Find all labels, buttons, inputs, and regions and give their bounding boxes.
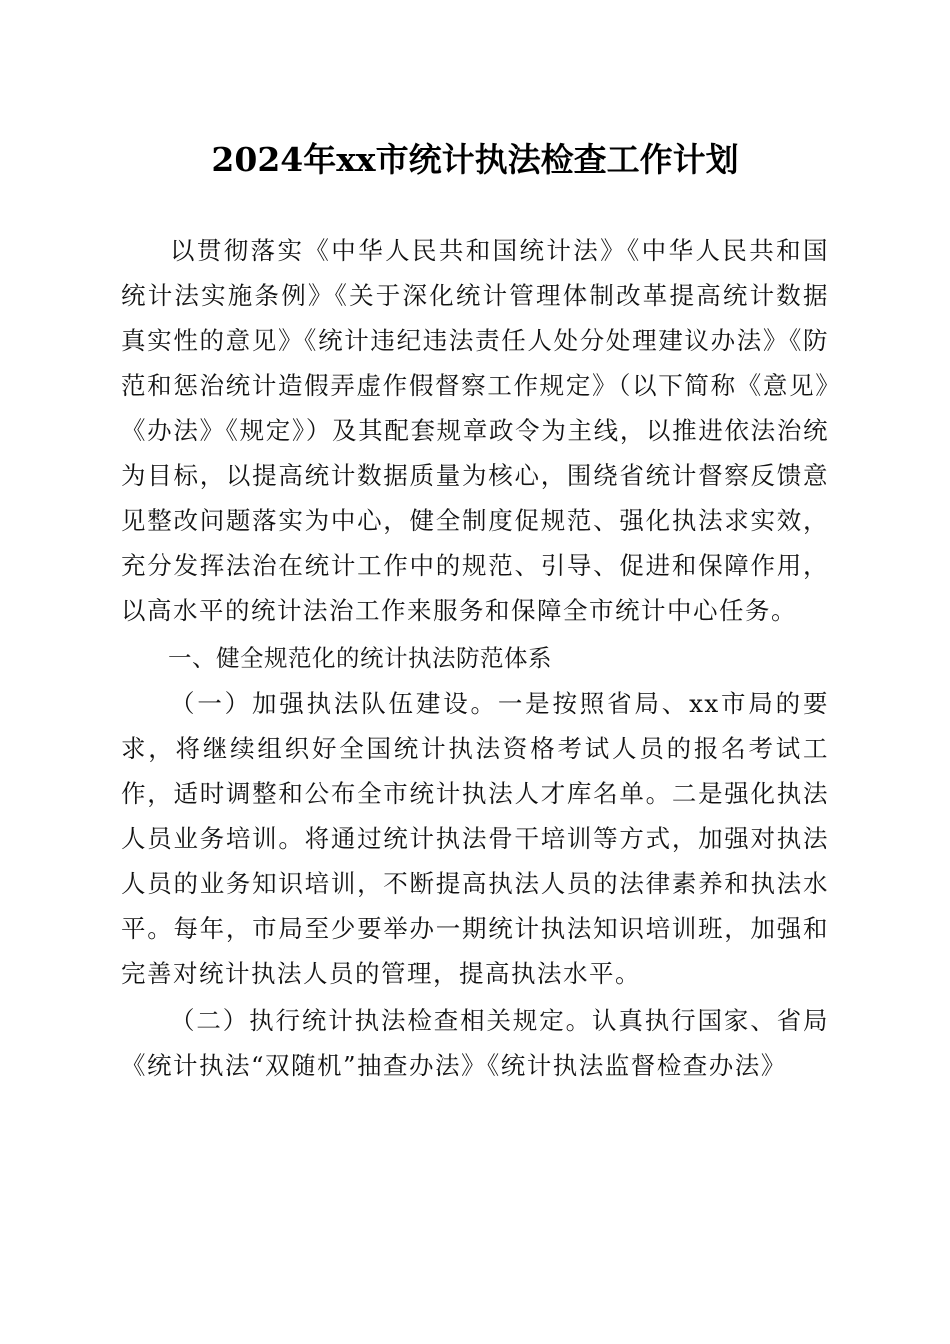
document-body — [121, 228, 829, 1088]
intro-paragraph: 以贯彻落实《中华人民共和国统计法》《中华人民共和国统计法实施条例》《关于深化统计管理体制改革提高统计数据真实性的意见》《统计违纪违法责任人处分处理建议办法》《防范和惩治统计造假弄虚作假督察工作规定》（以下简称《意见》《办法》《规定》）及其配套规章政令为主线，以推进依法治统为目标，以提高统计数据质量为核心，围绕省统计督察反馈意见整改问题落实为中心，健全制度促规范、强化执法求实效，充分发挥法治在统计工作中的规范、引导、促进和保障作用，以高水平的统计法治工作来服务和保障全市统计中心任务。 — [121, 236, 829, 625]
section-heading-1: 一、健全规范化的统计执法防范体系 — [168, 644, 552, 672]
section-1-paragraph-2: （二）执行统计执法检查相关规定。认真执行国家、省局《统计执法“双随机”抽查办法》《统计执法监督检查办法》 — [121, 1006, 829, 1080]
section-1-paragraph-1: （一）加强执法队伍建设。一是按照省局、xx市局的要求，将继续组织好全国统计执法资格考试人员的报名考试工作，适时调整和公布全市统计执法人才库名单。二是强化执法人员业务培训。将通过统计执法骨干培训等方式，加强对执法人员的业务知识培训，不断提高执法人员的法律素养和执法水平。每年，市局至少要举办一期统计执法知识培训班，加强和完善对统计执法人员的管理，提高执法水平。 — [121, 689, 829, 988]
document-title: 2024年xx市统计执法检查工作计划 — [211, 140, 739, 179]
